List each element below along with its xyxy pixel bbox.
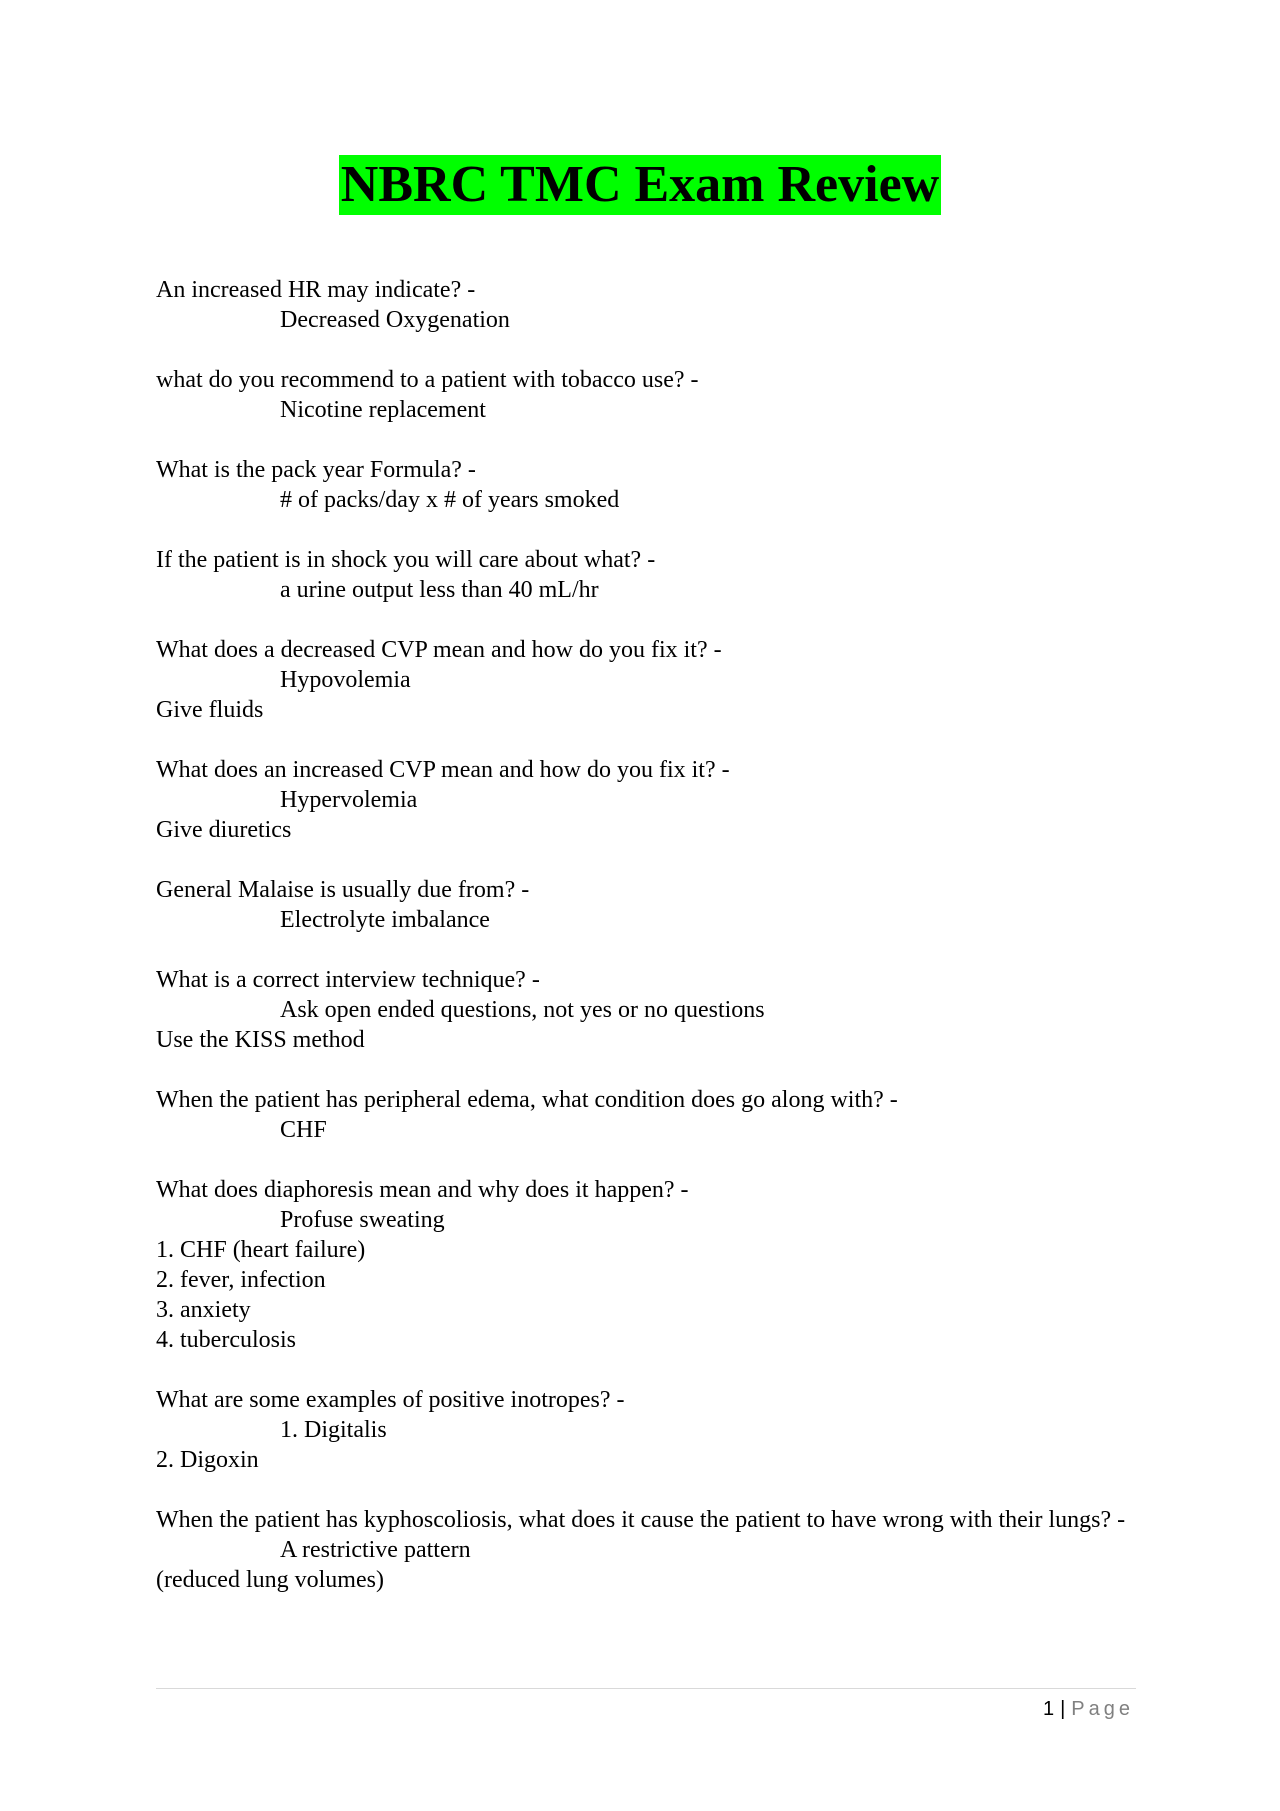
answer-text: Ask open ended questions, not yes or no questions <box>280 997 765 1023</box>
qa-item <box>156 455 1136 515</box>
answer-detail-line: 1. CHF (heart failure) <box>156 1237 366 1263</box>
question-text: If the patient is in shock you will care about what? - <box>156 547 656 573</box>
answer-text: 1. Digitalis <box>280 1417 387 1443</box>
page-separator: | <box>1060 1698 1066 1720</box>
question-text: What are some examples of positive inotropes? - <box>156 1387 625 1413</box>
question-text: What does a decreased CVP mean and how do you fix it? - <box>156 637 722 663</box>
answer-detail-line: 2. Digoxin <box>156 1447 259 1473</box>
question-text: what do you recommend to a patient with tobacco use? - <box>156 367 699 393</box>
answer-text: CHF <box>280 1117 327 1143</box>
answer-detail-line: 2. fever, infection <box>156 1267 326 1293</box>
question-text: An increased HR may indicate? - <box>156 277 476 303</box>
qa-item <box>156 965 1136 1055</box>
qa-item <box>156 875 1136 935</box>
footer-divider <box>156 1688 1136 1689</box>
answer-text: a urine output less than 40 mL/hr <box>280 577 599 603</box>
qa-item <box>156 545 1136 605</box>
question-text: When the patient has kyphoscoliosis, what does it cause the patient to have wrong with their lungs? - <box>156 1507 1126 1533</box>
answer-text: Hypovolemia <box>280 667 411 693</box>
qa-item <box>156 1385 1136 1475</box>
answer-detail-line: (reduced lung volumes) <box>156 1567 384 1593</box>
answer-text: Nicotine replacement <box>280 397 486 423</box>
answer-text: Profuse sweating <box>280 1207 445 1233</box>
qa-item <box>156 755 1136 845</box>
qa-item <box>156 1505 1136 1595</box>
qa-item <box>156 635 1136 725</box>
question-text: When the patient has peripheral edema, what condition does go along with? - <box>156 1087 898 1113</box>
answer-detail-line: Give fluids <box>156 697 264 723</box>
answer-text: Decreased Oxygenation <box>280 307 510 333</box>
answer-text: # of packs/day x # of years smoked <box>280 487 620 513</box>
page-number: 1 <box>1042 1698 1055 1720</box>
question-text: What does diaphoresis mean and why does it happen? - <box>156 1177 689 1203</box>
qa-list <box>156 275 1136 1625</box>
qa-item <box>156 1085 1136 1145</box>
qa-item <box>156 1175 1136 1355</box>
answer-detail-line: Give diuretics <box>156 817 292 843</box>
page-label: Page <box>1071 1698 1134 1720</box>
question-text: What does an increased CVP mean and how do you fix it? - <box>156 757 730 783</box>
answer-text: A restrictive pattern <box>280 1537 471 1563</box>
answer-text: Electrolyte imbalance <box>280 907 490 933</box>
answer-text: Hypervolemia <box>280 787 418 813</box>
answer-detail-line: 3. anxiety <box>156 1297 251 1323</box>
question-text: What is the pack year Formula? - <box>156 457 476 483</box>
title-container <box>0 155 1280 215</box>
qa-item <box>156 275 1136 335</box>
question-text: What is a correct interview technique? - <box>156 967 540 993</box>
page-title: NBRC TMC Exam Review <box>340 156 940 213</box>
answer-detail-line: Use the KISS method <box>156 1027 365 1053</box>
answer-detail-line: 4. tuberculosis <box>156 1327 296 1353</box>
page-footer <box>1043 1696 1134 1722</box>
question-text: General Malaise is usually due from? - <box>156 877 530 903</box>
qa-item <box>156 365 1136 425</box>
